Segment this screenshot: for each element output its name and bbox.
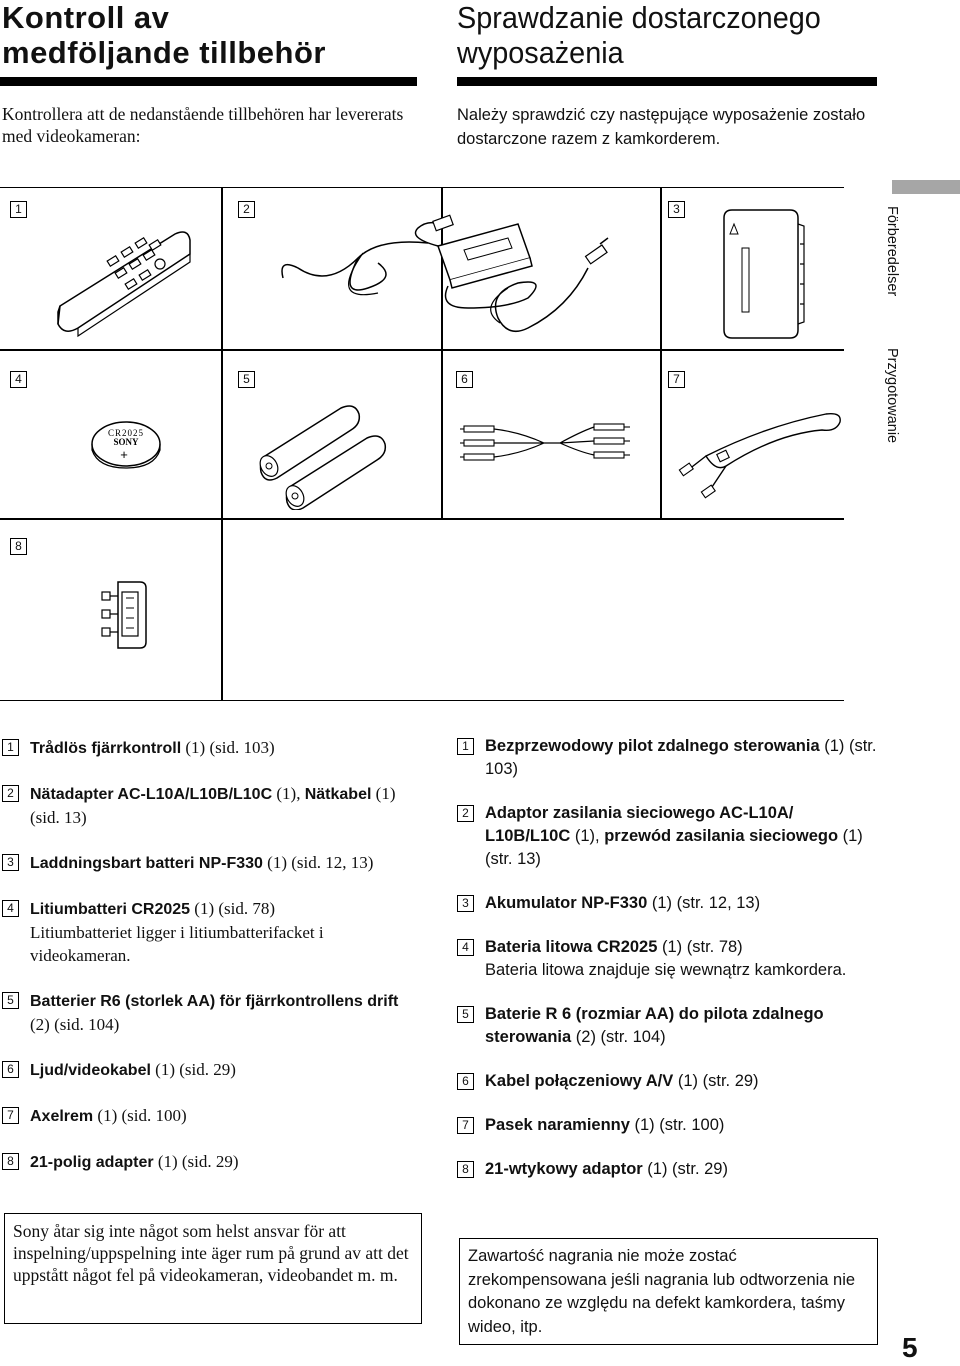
list-item-note: Litiumbatteriet ligger i litiumbatterifacket i videokameran. xyxy=(30,923,324,965)
item-number-4: 4 xyxy=(10,371,27,388)
list-item-detail: (1), xyxy=(272,784,305,803)
list-item-number: 7 xyxy=(457,1117,474,1134)
remote-control-icon xyxy=(50,226,200,338)
accessory-list-sv xyxy=(2,736,422,1190)
list-item-number: 4 xyxy=(2,900,19,917)
list-item xyxy=(2,782,422,829)
list-item xyxy=(2,1150,422,1174)
list-item xyxy=(2,1104,422,1128)
accessory-list-pl xyxy=(457,735,877,1197)
item-number-3: 3 xyxy=(668,201,685,218)
list-item-detail: (1) (sid. 29) xyxy=(150,1060,236,1079)
list-item-number: 3 xyxy=(2,854,19,871)
list-item-title: Kabel połączeniowy A/V xyxy=(485,1072,674,1090)
list-item xyxy=(2,736,422,760)
coin-label-plus: + xyxy=(120,447,128,462)
list-item-detail-2: (1) (str. 13) xyxy=(485,827,863,868)
list-item-number: 8 xyxy=(2,1153,19,1170)
list-item-title: Axelrem xyxy=(30,1108,94,1125)
shoulder-strap-icon xyxy=(676,408,846,508)
scart-adapter-icon xyxy=(100,578,160,653)
list-item-detail: (1) (str. 29) xyxy=(673,1072,759,1090)
intro-text-pl: Należy sprawdzić czy następujące wyposażenie zostało dostarczone razem z kamkorderem. xyxy=(457,106,866,148)
list-item-number: 5 xyxy=(457,1006,474,1023)
list-item-detail: (1), xyxy=(570,827,605,845)
grid-divider xyxy=(0,349,844,351)
list-item xyxy=(457,1003,877,1049)
title-sv-line1: Kontroll av xyxy=(2,0,170,35)
list-item-detail: (1) (str. 29) xyxy=(642,1160,728,1178)
list-item-title: Laddningsbart batteri NP-F330 xyxy=(30,855,263,872)
list-item-number: 3 xyxy=(457,895,474,912)
list-item-title: Trådlös fjärrkontroll xyxy=(30,740,182,757)
list-item-title: Bateria litowa CR2025 xyxy=(485,938,658,956)
title-pl-line2: wyposażenia xyxy=(457,35,624,70)
list-item-detail: (1) (sid. 12, 13) xyxy=(262,853,374,872)
list-item-title: 21-wtykowy adaptor xyxy=(485,1160,643,1178)
list-item xyxy=(457,1158,877,1181)
item-number-1: 1 xyxy=(10,201,27,218)
list-item-number: 8 xyxy=(457,1161,474,1178)
list-item xyxy=(457,1114,877,1137)
list-item xyxy=(457,892,877,915)
list-item-title: Pasek naramienny xyxy=(485,1116,630,1134)
coin-label-brand: SONY xyxy=(113,437,139,447)
list-item-detail: (1) (str. 78) xyxy=(657,938,743,956)
ac-adaptor-icon xyxy=(268,208,628,343)
list-item-detail: (2) (sid. 104) xyxy=(30,1015,120,1034)
list-item-number: 4 xyxy=(457,939,474,956)
grid-divider xyxy=(0,518,844,520)
list-item-title: Bezprzewodowy pilot zdalnego sterowania xyxy=(485,737,820,755)
list-item-number: 6 xyxy=(2,1061,19,1078)
list-item-detail: (1) (str. 103) xyxy=(485,737,877,778)
list-item-title: Litiumbatteri CR2025 xyxy=(30,901,191,918)
title-pl-line1: Sprawdzanie dostarczonego xyxy=(457,0,821,35)
list-item xyxy=(457,936,877,982)
aa-batteries-icon xyxy=(255,400,395,510)
list-item-detail: (2) (str. 104) xyxy=(571,1028,666,1046)
list-item xyxy=(457,735,877,781)
side-label-pl: Przygotowanie xyxy=(884,348,900,444)
list-item-title: Adaptor zasilania sieciowego AC-L10A/ L10B/L10C xyxy=(485,804,794,845)
list-item xyxy=(2,1058,422,1082)
list-item xyxy=(2,851,422,875)
coin-label-model: CR2025 xyxy=(107,428,145,438)
list-item-detail-2: (1) (sid. 13) xyxy=(30,784,396,827)
list-item-number: 1 xyxy=(457,738,474,755)
list-item-title: Baterie R 6 (rozmiar AA) do pilota zdalnego sterowania xyxy=(485,1005,824,1046)
disclaimer-box-sv: Sony åtar sig inte något som helst ansvar för att inspelning/uppspelning inte äger rum på grund av att det uppstått något fel på videokameran, videobandet m. m. xyxy=(4,1213,422,1324)
list-item xyxy=(457,1070,877,1093)
list-item-title: Akumulator NP-F330 xyxy=(485,894,648,912)
item-number-7: 7 xyxy=(668,371,685,388)
grid-divider xyxy=(221,518,223,700)
list-item-title: Nätadapter AC-L10A/L10B/L10C xyxy=(30,786,273,803)
list-item-title: Ljud/videokabel xyxy=(30,1062,151,1079)
grid-divider xyxy=(221,188,223,518)
page-title-sv xyxy=(2,0,326,70)
list-item-detail: (1) (str. 12, 13) xyxy=(647,894,761,912)
title-rule-pl xyxy=(457,77,877,86)
item-number-5: 5 xyxy=(238,371,255,388)
item-number-6: 6 xyxy=(456,371,473,388)
list-item-title: 21-polig adapter xyxy=(30,1154,154,1171)
grid-divider xyxy=(660,188,662,518)
list-item-detail: (1) (str. 100) xyxy=(629,1116,725,1134)
title-sv-line2: medföljande tillbehör xyxy=(2,35,326,70)
av-cable-icon xyxy=(460,416,640,476)
list-item-number: 5 xyxy=(2,992,19,1009)
list-item xyxy=(2,989,422,1036)
list-item-detail: (1) (sid. 29) xyxy=(153,1152,239,1171)
list-item-number: 7 xyxy=(2,1107,19,1124)
list-item-detail: (1) (sid. 103) xyxy=(181,738,275,757)
page-title-pl xyxy=(457,0,821,70)
lithium-battery-icon xyxy=(88,410,168,470)
list-item xyxy=(457,802,877,871)
list-item-number: 6 xyxy=(457,1073,474,1090)
list-item-number: 2 xyxy=(457,805,474,822)
list-item-number: 2 xyxy=(2,785,19,802)
section-tab-marker xyxy=(892,180,960,194)
battery-pack-icon xyxy=(712,204,812,344)
side-label-sv: Förberedelser xyxy=(884,206,900,297)
list-item-title-2: Nätkabel xyxy=(304,786,372,803)
list-item-detail: (1) (sid. 78) xyxy=(190,899,276,918)
list-item-title-2: przewód zasilania sieciowego xyxy=(604,827,839,845)
title-rule-sv xyxy=(0,77,417,86)
list-item-note: Bateria litowa znajduje się wewnątrz kamkordera. xyxy=(485,961,847,979)
item-number-8: 8 xyxy=(10,538,27,555)
list-item-title: Batterier R6 (storlek AA) för fjärrkontrollens drift xyxy=(30,993,399,1010)
list-item-detail: (1) (sid. 100) xyxy=(93,1106,187,1125)
intro-text-sv: Kontrollera att de nedanstående tillbehören har levererats med videokameran: xyxy=(2,104,404,146)
accessory-grid xyxy=(0,187,844,701)
list-item xyxy=(2,897,422,967)
disclaimer-box-pl: Zawartość nagrania nie może zostać zrekompensowana jeśli nagrania lub odtworzenia nie dokonano ze względu na defekt kamkordera, taśmy wideo, itp. xyxy=(459,1238,878,1345)
list-item-number: 1 xyxy=(2,739,19,756)
item-number-2: 2 xyxy=(238,201,255,218)
page-number: 5 xyxy=(902,1332,918,1363)
